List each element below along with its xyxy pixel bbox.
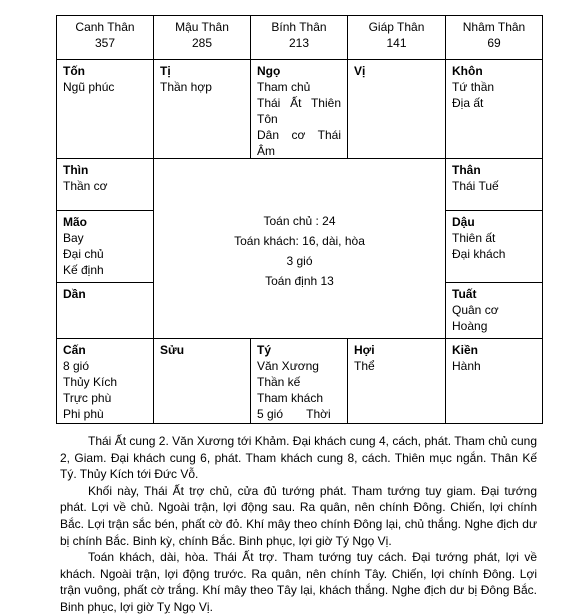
cell-line: Quân cơ <box>452 303 499 317</box>
cell-line: Thể <box>354 359 375 373</box>
cell-line: Địa ất <box>452 96 484 110</box>
cell-line: Tham khách <box>257 391 324 405</box>
center-line: Toán khách: 16, dài, hòa <box>234 234 365 248</box>
center-panel <box>154 159 446 339</box>
cell-line: Thần hợp <box>160 80 212 94</box>
cell-hoi <box>348 339 446 423</box>
cell-ti <box>154 60 251 159</box>
cell-line: Đại khách <box>452 247 506 261</box>
header-cell-4 <box>348 16 446 60</box>
cell-ty <box>251 339 348 423</box>
cell-line: Thủy Kích <box>63 375 118 389</box>
cell-title: Tị <box>160 64 171 78</box>
header-number: 213 <box>288 36 310 50</box>
paragraph: Toán khách, dài, hòa. Thái Ất trợ. Tham tướng tuy cách. Đại tướng phát, lợi về khách. Ngoài trận, lợi động trước. Ra quân, nên chính Tây. Chiến, lợi chính Đông. Lợi trận vuông, phất cờ trắng. Khí mây theo Tây lại, khách thắng. Nghe địch dư bị Đông Bắc. Binh phục, lợi giờ Tỵ Ngọ Vị. <box>60 550 537 614</box>
header-number: 141 <box>386 36 407 50</box>
cell-ton <box>57 60 154 159</box>
cell-vi <box>348 60 446 159</box>
cell-can <box>57 339 154 423</box>
cell-title: Vị <box>354 64 366 78</box>
paragraph: Khối này, Thái Ất trợ chủ, cửa đủ tướng phát. Tham tướng tuy giam. Đại tướng phát. Lợi về chủ. Ngoài trận, lợi động sau. Ra quân, nên chính Đông. Chiến, lợi chính Bắc. Lợi trận sắc bén, phất cờ đỏ. Khí mây theo chính Đông lại, chủ thắng. Nghe địch dư bị chính Bắc. Binh kỳ, chính Bắc. Binh phục, lợi giờ Tý Ngọ Vị. <box>60 483 537 548</box>
cell-title: Kiền <box>452 343 479 357</box>
paragraph: Thái Ất cung 2. Văn Xương tới Khảm. Đại khách cung 4, cách, phát. Tham chủ cung 2, Giam. Đại khách cung 6, phát. Tham khách cung 8, cách. Thiên mục ngắn. Thân Kế Tý. Thủy Kích tới Đức Vỗ. <box>60 434 537 482</box>
header-cell-2 <box>154 16 251 60</box>
cell-title: Khôn <box>452 64 483 78</box>
cell-suu <box>154 339 251 423</box>
cell-line: 8 gió <box>63 359 90 373</box>
cell-title: Mão <box>63 215 87 229</box>
header-name: Nhâm Thân <box>462 20 526 34</box>
cell-line: 5 gió Thời <box>257 407 331 421</box>
cell-line: Kế định <box>63 263 104 277</box>
cell-line: Thần kế <box>257 375 301 389</box>
cell-title: Dần <box>63 287 86 301</box>
header-number: 69 <box>487 36 501 50</box>
header-name: Bính Thân <box>271 20 327 34</box>
cell-title: Thìn <box>63 163 89 177</box>
cell-kien <box>446 339 542 423</box>
cell-line: Bay <box>63 231 84 245</box>
cell-line: Dân cơ Thái <box>257 128 341 142</box>
cell-line: Hành <box>452 359 481 373</box>
cell-title: Sửu <box>160 343 185 357</box>
cell-line: Thần cơ <box>63 179 108 193</box>
center-line: Toán định 13 <box>265 274 334 288</box>
center-line: 3 gió <box>286 254 313 268</box>
cell-title: Tốn <box>63 64 85 78</box>
cell-line: Ngũ phúc <box>63 80 115 94</box>
header-cell-3 <box>251 16 348 60</box>
cell-line: Trực phù <box>63 391 112 405</box>
cell-line: Thái Ất Thiên <box>257 96 341 110</box>
cell-ngo <box>251 60 348 159</box>
center-line: Toán chủ : 24 <box>263 214 336 228</box>
cell-title: Ngọ <box>257 64 281 78</box>
cell-title: Hợi <box>354 343 375 357</box>
cell-title: Tý <box>257 343 272 357</box>
cell-line: Văn Xương <box>257 359 319 373</box>
cell-line: Tứ thần <box>452 80 495 94</box>
header-number: 285 <box>191 36 213 50</box>
cell-line: Hoàng <box>452 319 488 333</box>
cell-dau <box>446 211 542 283</box>
cell-dan <box>57 283 154 339</box>
header-name: Giáp Thân <box>368 20 425 34</box>
cell-title: Cấn <box>63 343 86 357</box>
cell-line: Tham chủ <box>257 80 311 94</box>
cell-line: Phi phù <box>63 407 104 421</box>
commentary-text <box>60 433 537 616</box>
header-number: 357 <box>94 36 116 50</box>
header-name: Mậu Thân <box>175 20 229 34</box>
cell-line: Tôn <box>257 112 278 126</box>
cell-line: Thái Tuế <box>452 179 499 193</box>
header-cell-1 <box>57 16 154 60</box>
cell-line: Thiên ất <box>452 231 496 245</box>
cell-title: Thân <box>452 163 481 177</box>
cell-line: Đại chủ <box>63 247 104 261</box>
header-name: Canh Thân <box>75 20 135 34</box>
cell-title: Tuất <box>452 287 477 301</box>
cell-khon <box>446 60 542 159</box>
header-cell-5 <box>446 16 542 60</box>
cell-than <box>446 159 542 211</box>
cell-title: Dậu <box>452 215 475 229</box>
cell-line: Âm <box>257 144 275 158</box>
cell-mao <box>57 211 154 283</box>
cell-tuat <box>446 283 542 339</box>
divination-grid <box>56 15 543 424</box>
cell-thin <box>57 159 154 211</box>
